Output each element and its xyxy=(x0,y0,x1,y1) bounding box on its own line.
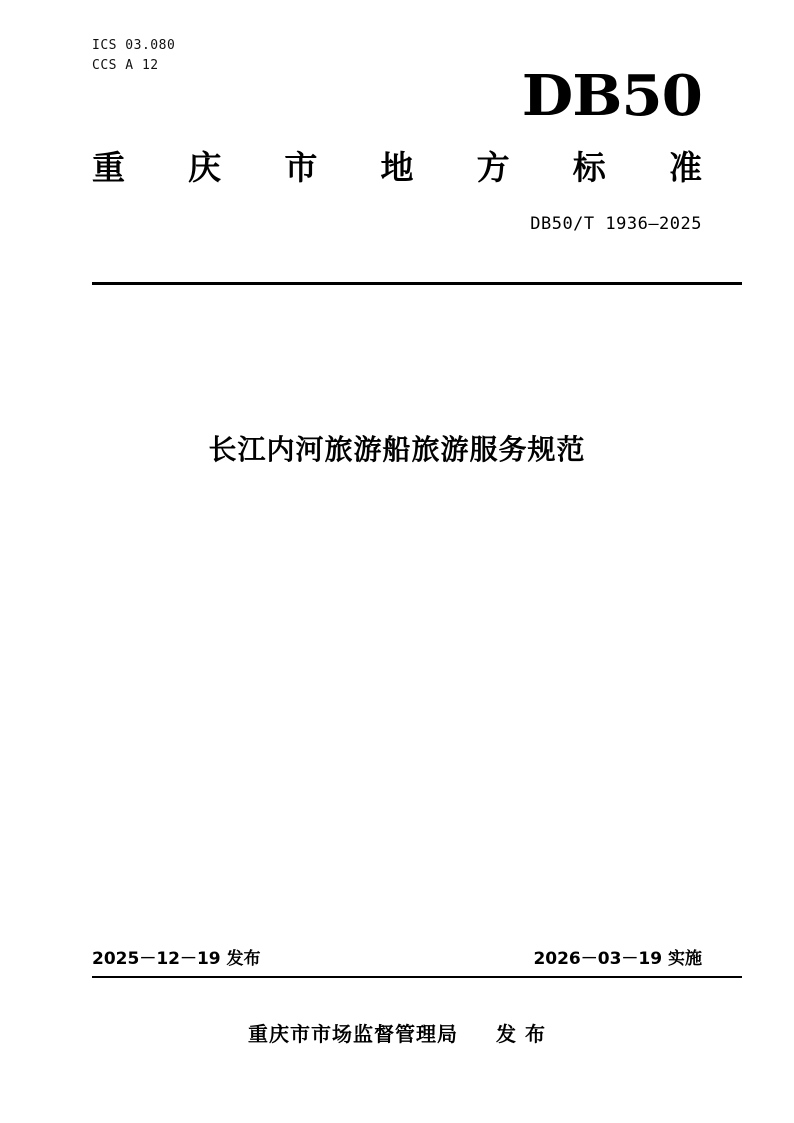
header-divider xyxy=(92,282,742,285)
standard-title-line xyxy=(92,146,702,190)
title-char-5: 方 xyxy=(476,148,510,187)
title-char-2: 庆 xyxy=(188,148,222,187)
publisher-name: 重庆市市场监督管理局 xyxy=(248,1022,459,1046)
standard-number: DB50/T 1936—2025 xyxy=(530,214,702,234)
title-char-6: 标 xyxy=(572,148,606,187)
title-char-7: 准 xyxy=(668,148,702,187)
title-char-4: 地 xyxy=(380,148,414,187)
classification-block xyxy=(92,36,175,76)
db50-logo: DB50 xyxy=(521,63,702,129)
title-char-3: 市 xyxy=(284,148,318,187)
ccs-code: CCS A 12 xyxy=(92,58,159,73)
implementation-date: 2026－03－19 实施 xyxy=(533,949,702,969)
footer-divider xyxy=(92,976,742,978)
issue-date: 2025－12－19 发布 xyxy=(92,949,261,969)
document-title: 长江内河旅游船旅游服务规范 xyxy=(208,433,586,466)
ics-code: ICS 03.080 xyxy=(92,38,176,53)
title-char-1: 重 xyxy=(92,148,125,187)
dates-row xyxy=(92,944,702,969)
publisher-line xyxy=(0,1018,794,1047)
publisher-suffix: 发 布 xyxy=(495,1022,546,1046)
